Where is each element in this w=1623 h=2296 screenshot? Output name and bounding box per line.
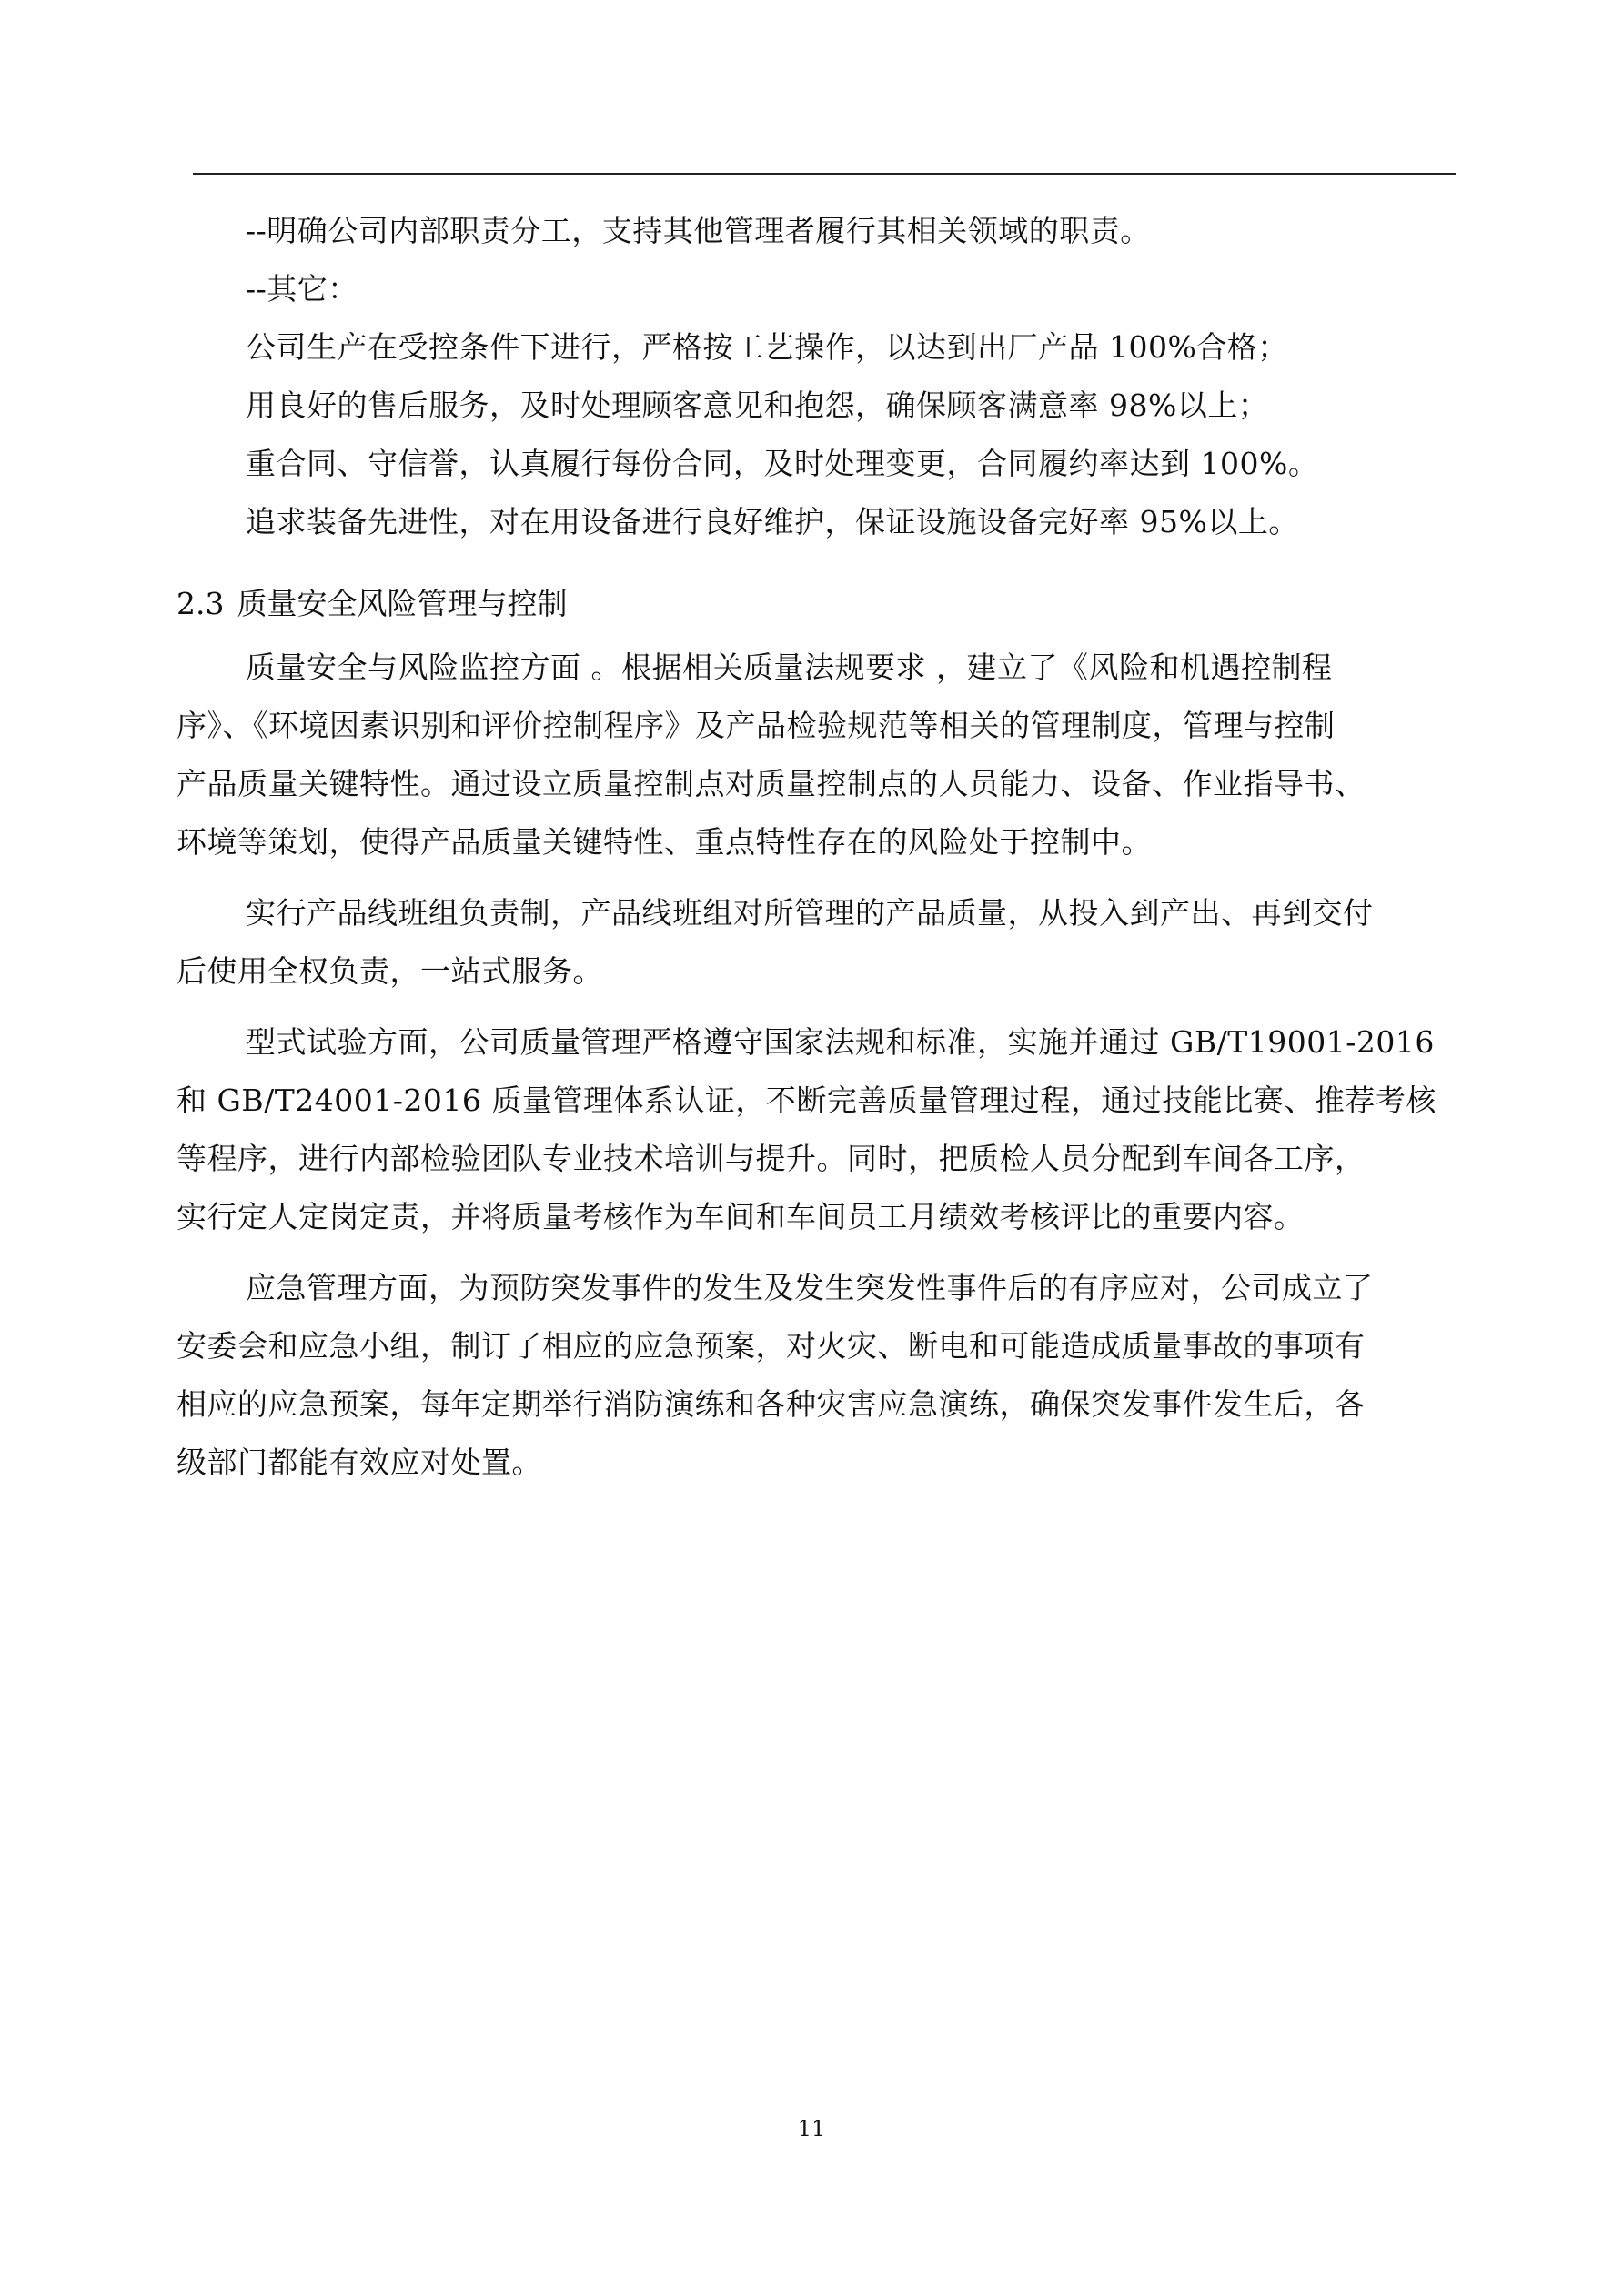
spacer xyxy=(176,871,1468,879)
intro-line: 追求装备先进性，对在用设备进行良好维护，保证设施设备完好率 95%以上。 xyxy=(246,504,1299,539)
header-rule xyxy=(193,173,1456,175)
page-number: 11 xyxy=(797,2116,826,2141)
paragraph-line: 质量安全与风险监控方面 。根据相关质量法规要求 ，建立了《风险和机遇控制程 xyxy=(246,650,1333,685)
paragraph-line: 等程序，进行内部检验团队专业技术培训与提升。同时，把质检人员分配到车间各工序， xyxy=(176,1141,1366,1176)
paragraph-line: 后使用全权负责，一站式服务。 xyxy=(176,953,603,989)
paragraph-line: 序》、《环境因素识别和评价控制程序》及产品检验规范等相关的管理制度，管理与控制 xyxy=(176,708,1336,743)
paragraph-risk-monitoring xyxy=(176,639,1468,871)
paragraph-line: 安委会和应急小组，制订了相应的应急预案，对火灾、断电和可能造成质量事故的事项有 xyxy=(176,1328,1366,1364)
page-content xyxy=(176,202,1468,1492)
paragraph-type-testing xyxy=(176,1013,1468,1246)
intro-line: --其它： xyxy=(246,271,358,307)
paragraph-emergency-management xyxy=(176,1259,1468,1492)
section-title: 质量安全风险管理与控制 xyxy=(237,586,568,621)
section-number: 2.3 xyxy=(176,586,225,621)
intro-line: 重合同、守信誉，认真履行每份合同，及时处理变更，合同履约率达到 100%。 xyxy=(246,446,1319,481)
paragraph-line: 环境等策划，使得产品质量关键特性、重点特性存在的风险处于控制中。 xyxy=(176,824,1152,860)
paragraph-line: 实行产品线班组负责制，产品线班组对所管理的产品质量，从投入到产出、再到交付 xyxy=(246,895,1374,931)
spacer xyxy=(176,1246,1468,1254)
paragraph-line: 应急管理方面，为预防突发事件的发生及发生突发性事件后的有序应对，公司成立了 xyxy=(246,1270,1374,1305)
section-heading xyxy=(176,575,1468,633)
intro-line: --明确公司内部职责分工，支持其他管理者履行其相关领域的职责。 xyxy=(246,213,1151,248)
intro-block xyxy=(176,202,1468,551)
paragraph-line: 级部门都能有效应对处置。 xyxy=(176,1445,542,1480)
paragraph-line: 型式试验方面，公司质量管理严格遵守国家法规和标准，实施并通过 GB/T19001-2016 xyxy=(246,1024,1435,1060)
paragraph-line: 实行定人定岗定责，并将质量考核作为车间和车间员工月绩效考核评比的重要内容。 xyxy=(176,1199,1305,1234)
intro-line: 公司生产在受控条件下进行，严格按工艺操作，以达到出厂产品 100%合格； xyxy=(246,329,1288,365)
spacer xyxy=(176,1001,1468,1008)
paragraph-line: 和 GB/T24001-2016 质量管理体系认证，不断完善质量管理过程，通过技能比赛、推荐考核 xyxy=(176,1083,1437,1118)
paragraph-line: 产品质量关键特性。通过设立质量控制点对质量控制点的人员能力、设备、作业指导书、 xyxy=(176,766,1366,801)
paragraph-team-responsibility xyxy=(176,884,1468,1001)
intro-line: 用良好的售后服务，及时处理顾客意见和抱怨，确保顾客满意率 98%以上； xyxy=(246,388,1269,423)
paragraph-line: 相应的应急预案，每年定期举行消防演练和各种灾害应急演练，确保突发事件发生后，各 xyxy=(176,1386,1366,1422)
spacer xyxy=(176,551,1468,575)
